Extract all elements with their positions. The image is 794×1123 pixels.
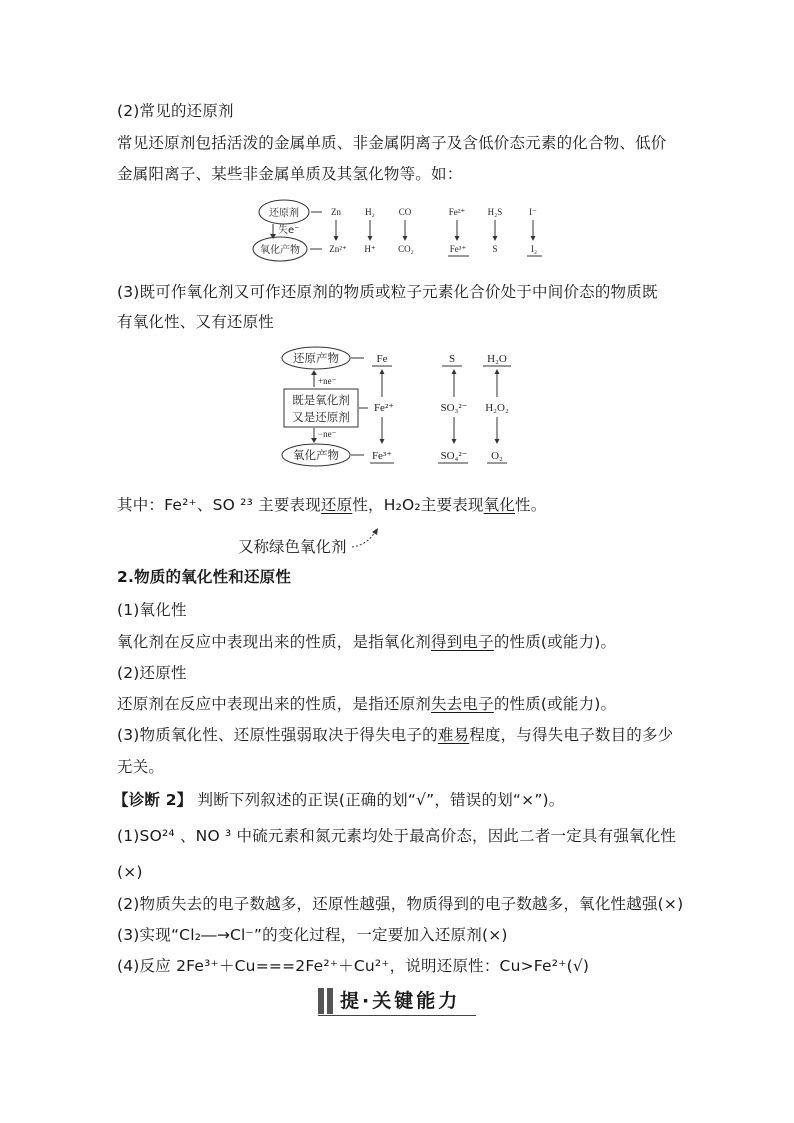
diagram1-column-fe xyxy=(448,207,469,256)
diagram1-column-iodide xyxy=(527,207,542,256)
svg-text:S: S xyxy=(492,244,498,254)
both-roles-line-1: (3)既可作氧化剂又可作还原剂的物质或粒子元素化合价处于中间价态的物质既 xyxy=(117,283,658,301)
svg-text:Fe²⁺: Fe²⁺ xyxy=(448,207,466,217)
note-arrow-icon xyxy=(350,527,380,552)
reducing-body: 还原剂在反应中表现出来的性质，是指还原剂失去电子的性质(或能力)。 xyxy=(117,695,617,713)
reducer-body-line-1: 常见还原剂包括活泼的金属单质、非金属阴离子及含低价态元素的化合物、低价 xyxy=(117,134,667,152)
diagnosis-line: 【诊断 2】 判断下列叙述的正误(正确的划“√”，错误的划“×”)。 xyxy=(113,791,565,809)
lose-electron-label: 失e⁻ xyxy=(278,225,300,236)
green-oxidant-note: 又称绿色氧化剂 xyxy=(238,538,347,556)
oxidation-product-label-2: 氧化产物 xyxy=(293,448,339,462)
oxidation-product-label: 氧化产物 xyxy=(260,245,300,256)
reducer-diagram xyxy=(250,196,550,266)
which-line: 其中：Fe²⁺、SO ²³ 主要表现还原性，H₂O₂主要表现氧化性。 xyxy=(117,496,547,514)
reducer-body-line-2: 金属阳离子、某些非金属单质及其氢化物等。如： xyxy=(117,165,463,183)
svg-text:H₂O₂: H₂O₂ xyxy=(485,402,509,414)
diagnosis-tag: 【诊断 2】 xyxy=(113,791,193,809)
both-roles-line-2: 有氧化性、又有还原性 xyxy=(117,313,275,331)
diagram1-column-h2s xyxy=(488,207,503,254)
question-1-line-1: (1)SO²⁴ 、NO ³ 中硫元素和氮元素均处于最高价态，因此二者一定具有强氧化性 xyxy=(117,827,677,845)
svg-text:H₂O: H₂O xyxy=(487,353,507,365)
strength-line-2: 无关。 xyxy=(117,758,165,776)
svg-text:S: S xyxy=(448,353,456,365)
svg-text:I₂: I₂ xyxy=(530,244,538,254)
banner-bar-icon xyxy=(327,988,333,1014)
dual-role-label-1: 既是氧化剂 xyxy=(292,393,350,407)
svg-text:Zn: Zn xyxy=(331,207,341,217)
question-1-line-2: (×) xyxy=(117,863,143,881)
svg-text:H₂: H₂ xyxy=(365,207,375,217)
svg-text:H₂S: H₂S xyxy=(487,207,503,217)
svg-text:Fe³⁺: Fe³⁺ xyxy=(449,244,467,254)
diagram1-column-co xyxy=(398,207,414,254)
diagram2-column-sulfur xyxy=(438,353,468,463)
svg-text:Fe: Fe xyxy=(376,353,388,365)
svg-text:Zn²⁺: Zn²⁺ xyxy=(329,244,347,254)
svg-text:CO: CO xyxy=(398,207,412,217)
reducer-heading: (2)常见的还原剂 xyxy=(117,102,234,120)
banner-bar-icon xyxy=(318,988,324,1014)
svg-text:SO₄²⁻: SO₄²⁻ xyxy=(440,450,468,462)
question-4: (4)反应 2Fe³⁺＋Cu===2Fe²⁺＋Cu²⁺，说明还原性：Cu>Fe²⁺(√) xyxy=(117,957,590,975)
banner-rule xyxy=(318,1015,476,1016)
diagram2-column-iron xyxy=(370,353,394,463)
svg-text:O₂: O₂ xyxy=(491,450,503,462)
diagram1-column-zn xyxy=(329,207,347,254)
svg-text:Fe³⁺: Fe³⁺ xyxy=(371,450,393,462)
question-3: (3)实现“Cl₂―→Cl⁻”的变化过程，一定要加入还原剂(×) xyxy=(117,926,508,944)
strength-line-1: (3)物质氧化性、还原性强弱取决于得失电子的难易程度，与得失电子数目的多少 xyxy=(117,726,674,744)
oxidizing-heading: (1)氧化性 xyxy=(117,601,187,619)
banner-label: 提·关键能力 xyxy=(340,990,461,1012)
dual-role-diagram xyxy=(278,345,518,470)
reducing-heading: (2)还原性 xyxy=(117,664,187,682)
reducer-label: 还原剂 xyxy=(269,208,299,219)
gain-electrons-label: +ne⁻ xyxy=(318,376,337,386)
svg-text:CO₂: CO₂ xyxy=(398,244,414,254)
key-ability-banner xyxy=(318,986,476,1016)
oxidizing-body: 氧化剂在反应中表现出来的性质，是指氧化剂得到电子的性质(或能力)。 xyxy=(117,633,617,651)
svg-text:H⁺: H⁺ xyxy=(364,244,376,254)
section-2-heading: 2.物质的氧化性和还原性 xyxy=(117,568,292,586)
dual-role-label-2: 又是还原剂 xyxy=(292,410,350,424)
svg-text:SO₃²⁻: SO₃²⁻ xyxy=(440,402,468,414)
lose-electrons-label: −ne⁻ xyxy=(318,429,337,439)
question-2: (2)物质失去的电子数越多，还原性越强，物质得到的电子数越多，氧化性越强(×) xyxy=(117,895,684,913)
svg-text:Fe²⁺: Fe²⁺ xyxy=(373,402,395,414)
svg-text:I⁻: I⁻ xyxy=(529,207,537,217)
diagram2-column-peroxide xyxy=(483,353,511,463)
diagram1-column-h2 xyxy=(364,207,375,254)
reduction-product-label: 还原产物 xyxy=(293,351,339,365)
